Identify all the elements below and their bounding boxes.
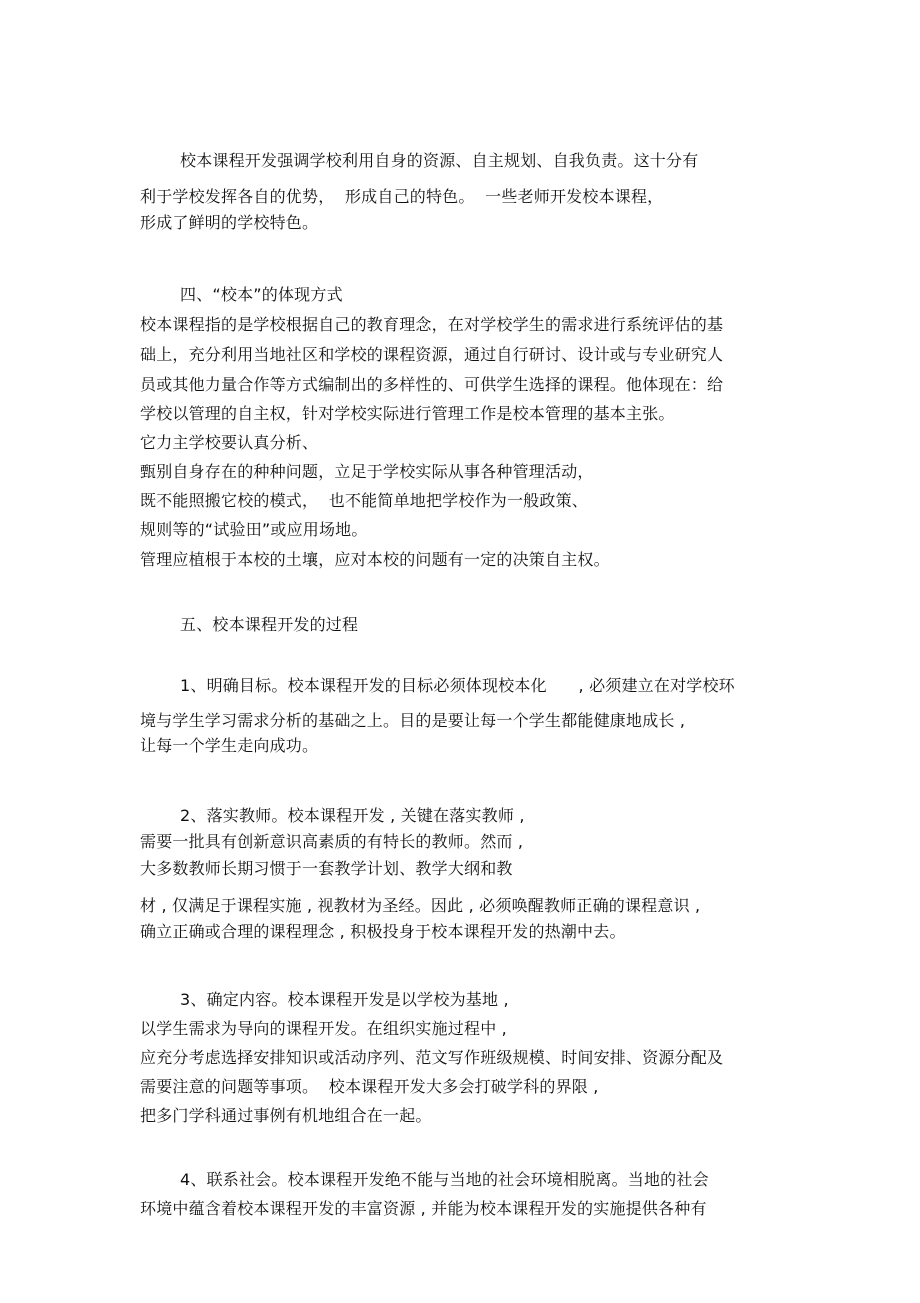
item3-line-4: 需要注意的问题等事项。 校本课程开发大多会打破学科的界限 , (140, 1077, 599, 1096)
section4-line-7: 既不能照搬它校的模式， 也不能简单地把学校作为一般政策、 (140, 491, 588, 510)
section4-line-9: 管理应植根于本校的土壤，应对本校的问题有一定的决策自主权。 (140, 550, 610, 569)
section4-line-8: 规则等的“试验田”或应用场地。 (140, 520, 368, 539)
item3-line-3: 应充分考虑选择安排知识或活动序列、范文写作班级规模、时间安排、资源分配及 (140, 1048, 724, 1067)
section4-line-5: 它力主学校要认真分析、 (140, 433, 319, 452)
section4-line-3: 员或其他力量合作等方式编制出的多样性的、可供学生选择的课程。他体现在：给 (140, 375, 724, 394)
item1-line-3: 让每一个学生走向成功。 (140, 736, 319, 755)
item3-line-5: 把多门学科通过事例有机地组合在一起。 (140, 1106, 432, 1125)
item1-line-1: 1、明确目标。校本课程开发的目标必须体现校本化 , 必须建立在对学校环 (180, 676, 735, 695)
intro-line-2: 利于学校发挥各自的优势， 形成自己的特色。 一些老师开发校本课程， (140, 187, 664, 206)
section4-line-2: 础上，充分利用当地社区和学校的课程资源，通过自行研讨、设计或与专业研究人 (140, 345, 724, 364)
item3-line-1: 3、确定内容。校本课程开发是以学校为基地 , (180, 990, 509, 1009)
item2-line-3: 大多数教师长期习惯于一套教学计划、教学大纲和教 (140, 859, 513, 878)
item1-line-2: 境与学生学习需求分析的基础之上。目的是要让每一个学生都能健康地成长 , (140, 711, 686, 730)
section4-heading: 四、“校本”的体现方式 (180, 285, 343, 304)
section4-line-1: 校本课程指的是学校根据自己的教育理念，在对学校学生的需求进行系统评估的基 (140, 315, 724, 334)
section5-heading: 五、校本课程开发的过程 (180, 615, 359, 634)
item4-line-1: 4、联系社会。校本课程开发绝不能与当地的社会环境相脱离。当地的社会 (180, 1170, 709, 1189)
section4-line-4: 学校以管理的自主权，针对学校实际进行管理工作是校本管理的基本主张。 (140, 404, 675, 423)
item2-line-1: 2、落实教师。校本课程开发 , 关键在落实教师 , (180, 806, 525, 825)
item4-line-2: 环境中蕴含着校本课程开发的丰富资源 , 并能为校本课程开发的实施提供各种有 (140, 1199, 707, 1218)
item3-line-2: 以学生需求为导向的课程开发。在组织实施过程中 , (140, 1019, 507, 1038)
item2-line-5: 确立正确或合理的课程理念 , 积极投身于校本课程开发的热潮中去。 (140, 922, 626, 941)
intro-line-1: 校本课程开发强调学校利用自身的资源、自主规划、自我负责。这十分有 (180, 151, 699, 170)
item2-line-4: 材 , 仅满足于课程实施 , 视教材为圣经。因此 , 必须唤醒教师正确的课程意识 , (140, 896, 701, 915)
intro-line-3: 形成了鲜明的学校特色。 (140, 213, 319, 232)
section4-line-6: 甄别自身存在的种种问题，立足于学校实际从事各种管理活动， (140, 462, 594, 481)
item2-line-2: 需要一批具有创新意识高素质的有特长的教师。然而 , (140, 832, 524, 851)
